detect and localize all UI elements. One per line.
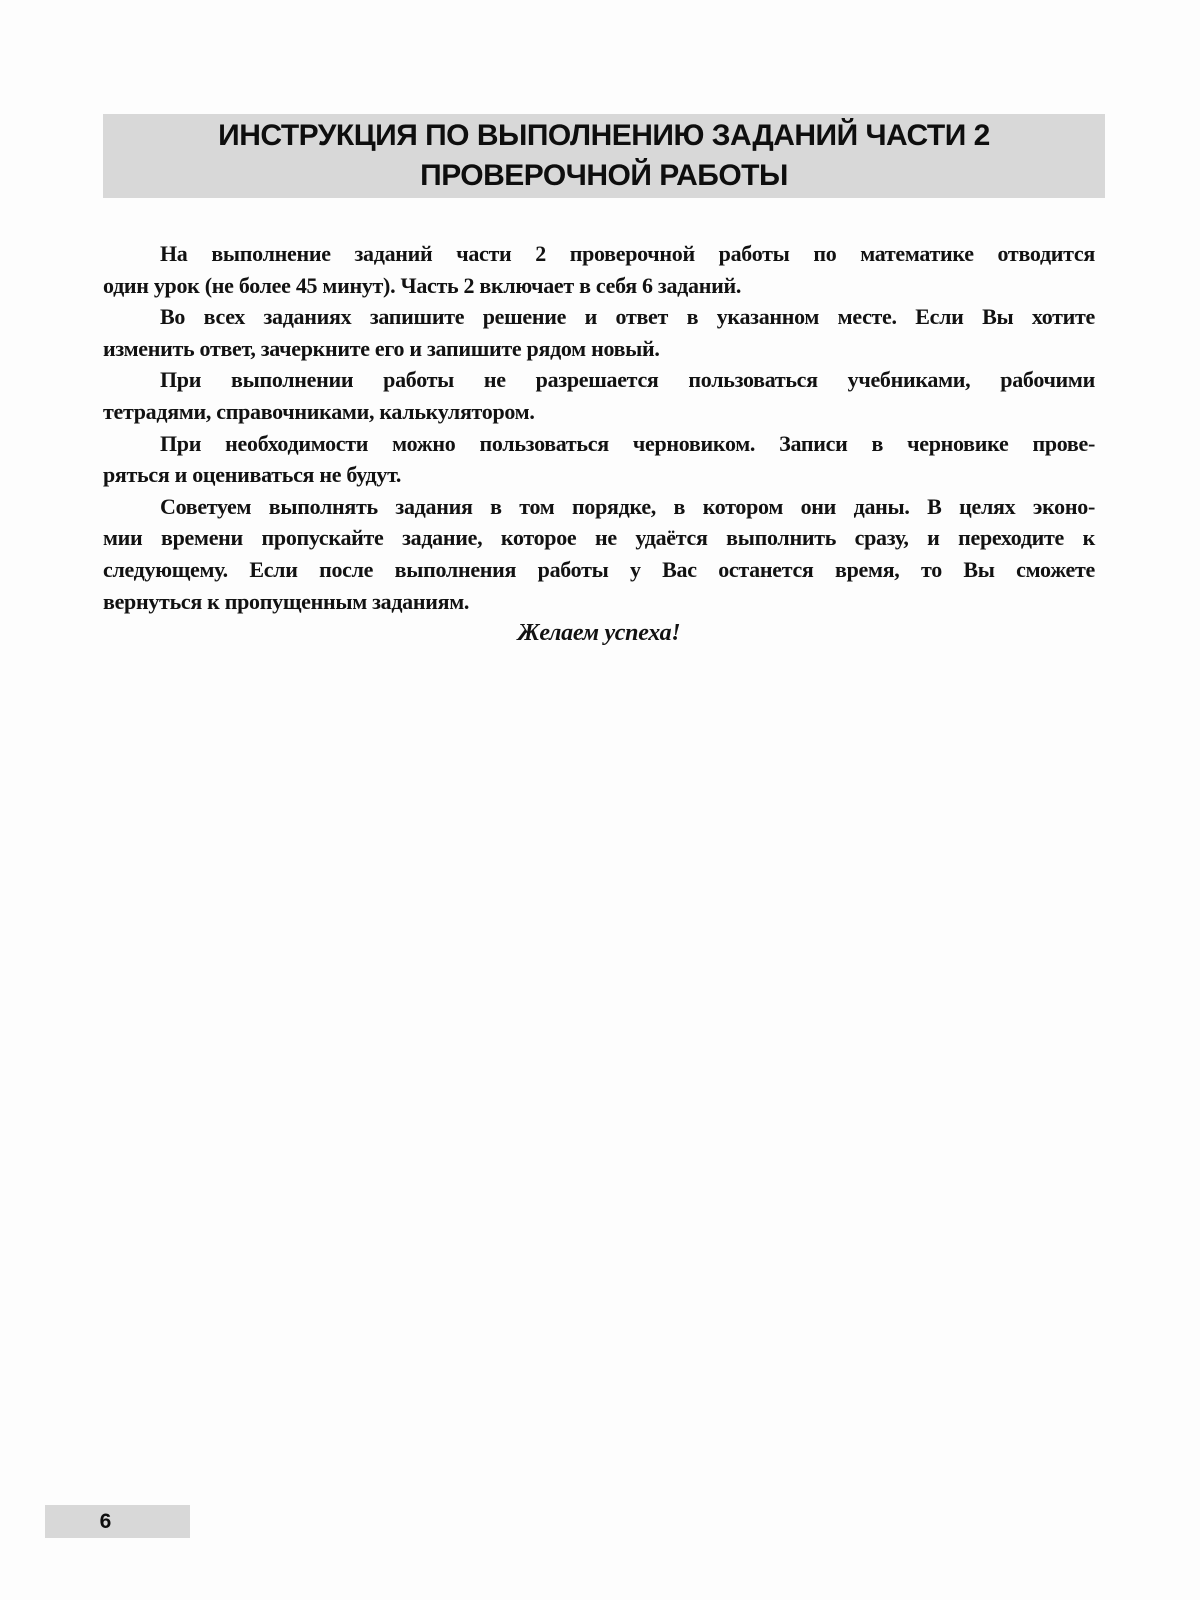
paragraph-line: вернуться к пропущенным заданиям. <box>103 588 470 614</box>
paragraph-line: ряться и оцениваться не будут. <box>103 462 402 488</box>
page-number: 6 <box>99 1509 112 1533</box>
paragraph <box>103 364 1095 427</box>
paragraph-line: мии времени пропускайте задание, которое не удаётся выполнить сразу, и переходите к <box>103 525 1095 551</box>
paragraph-line: один урок (не более 45 минут). Часть 2 включает в себя 6 заданий. <box>103 272 742 298</box>
paragraph-line: следующему. Если после выполнения работы у Вас останется время, то Вы сможете <box>103 556 1095 582</box>
instruction-body <box>103 238 1095 650</box>
page-title-line-2: ПРОВЕРОЧНОЙ РАБОТЫ <box>420 159 788 192</box>
page-number-box <box>45 1505 190 1538</box>
paragraph <box>103 491 1095 617</box>
paragraph <box>103 301 1095 364</box>
paragraph-line: На выполнение заданий части 2 проверочной работы по математике отводится <box>160 241 1095 266</box>
paragraph-line: Во всех заданиях запишите решение и ответ в указанном месте. Если Вы хотите <box>160 304 1095 330</box>
paragraph-line: При выполнении работы не разрешается пользоваться учебниками, рабочими <box>160 367 1095 393</box>
paragraph-line: При необходимости можно пользоваться черновиком. Записи в черновике прове- <box>160 430 1095 456</box>
closing-wish: Желаем успеха! <box>517 620 681 647</box>
paragraph <box>103 428 1095 491</box>
paragraph-line: Советуем выполнять задания в том порядке, в котором они даны. В целях эконо- <box>160 493 1095 519</box>
page-title-line-1: ИНСТРУКЦИЯ ПО ВЫПОЛНЕНИЮ ЗАДАНИЙ ЧАСТИ 2 <box>218 119 990 152</box>
instruction-title-band <box>103 114 1105 198</box>
paragraph <box>103 238 1095 301</box>
paragraph-line: тетрадями, справочниками, калькулятором. <box>103 398 535 424</box>
instruction-paragraphs <box>103 238 1095 617</box>
paragraph-line: изменить ответ, зачеркните его и запишите рядом новый. <box>103 335 660 361</box>
